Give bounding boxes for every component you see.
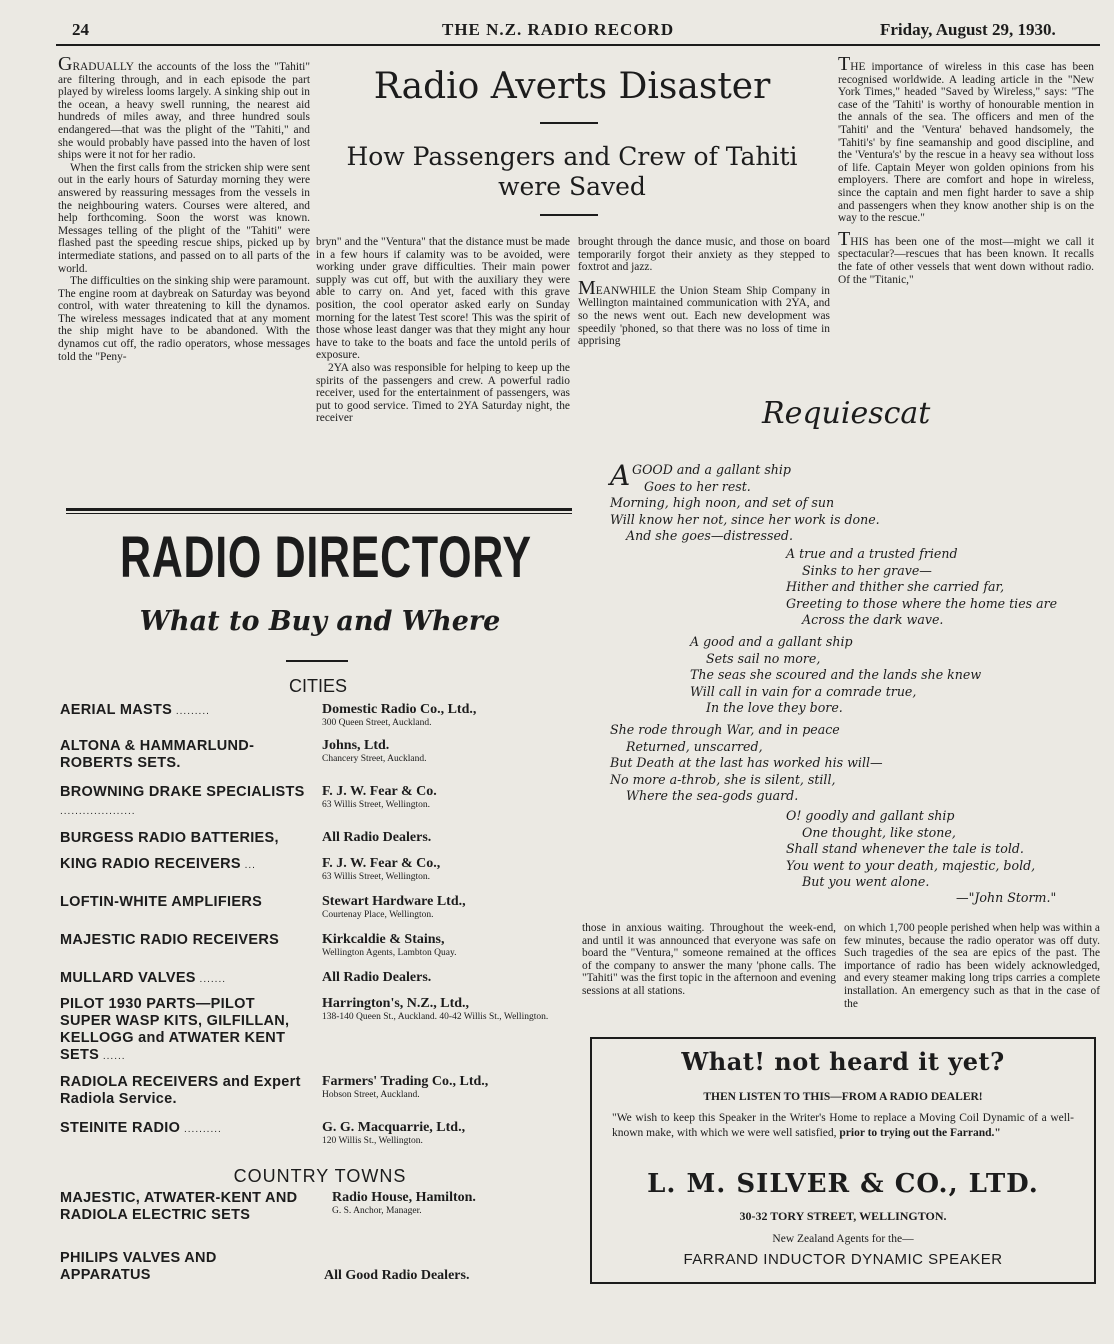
- entry-category: BURGESS RADIO BATTERIES,: [60, 830, 279, 846]
- entry-category: MULLARD VALVES: [60, 970, 196, 986]
- advertisement: [590, 1037, 1096, 1284]
- poem-line: Returned, unscarred,: [610, 738, 763, 754]
- drop-cap: T: [838, 227, 851, 250]
- drop-cap: G: [58, 53, 73, 75]
- entry-firm: Domestic Radio Co., Ltd.,: [322, 702, 477, 717]
- ad-quote: [612, 1111, 1074, 1141]
- feature-column-4: [838, 53, 1094, 286]
- poem-line: You went to your death, majestic, bold,: [786, 857, 1036, 873]
- ad-headline: What! not heard it yet?: [681, 1047, 1005, 1076]
- poem-line: Sets sail no more,: [690, 650, 821, 666]
- poem-line: The seas she scoured and the lands she knew: [690, 667, 982, 683]
- poem-line: She rode through War, and in peace: [610, 722, 840, 737]
- paragraph: RADUALLY the accounts of the loss the "Tahiti" are filtering through, and in each episode the part played by wireless looms largely. A sinking ship out in the ocean, a heavy swell running, the nearest aid hundreds of miles away, and three hundred souls endangered—that was the plight of the "Tahiti," and she would probably have passed into the haven of lost ships were it not for her radio.: [58, 61, 310, 162]
- entry-address: 63 Willis Street, Wellington.: [322, 872, 431, 882]
- poem-line: No more a-throb, she is silent, still,: [610, 771, 836, 787]
- poem-line: Where the sea-gods guard.: [610, 788, 799, 804]
- entry-category: PILOT 1930 PARTS—PILOT SUPER WASP KITS, GILFILLAN, KELLOGG and ATWATER KENT SETS: [60, 996, 290, 1063]
- paragraph: those in anxious waiting. Throughout the week-end, and until it was announced that everyone was safe on board the "Ventura," someone remained at the offices of the company to answer the many 'phone calls. The "Tahiti" was the first topic in the afternoon and evening sessions at all stations.: [582, 922, 836, 997]
- entry-firm: Harrington's, N.Z., Ltd.,: [322, 996, 470, 1011]
- paragraph: The difficulties on the sinking ship were paramount. The engine room at daybreak on Saturday was beyond control, with water threatening to kill the dynamos. The wireless messages indicated that at any moment the ship might have to be abandoned. With the dynamos cut off, the radio operators, whose messages told the "Peny-: [58, 275, 310, 363]
- poem-line: Sinks to her grave—: [786, 562, 932, 578]
- paragraph: HIS has been one of the most—might we call it spectacular?—rescues that has been known. It recalls the fate of other vessels that went down without radio. Of the "Titanic,": [838, 235, 1094, 286]
- drop-cap: M: [578, 276, 596, 299]
- paragraph: bryn" and the "Ventura" that the distance must be made in a few hours if calamity was to be avoided, were working under grave difficulties. Their main power supply was cut off, but with the auxiliary they were able to carry on. And yet, faced with this grave position, the cool operator asked early on Sunday morning for the latest Test score! This was the spirit of those whose least danger was that they might any hour have to take to the boats and face the untold perils of exposure.: [316, 236, 570, 362]
- poem-line: But Death at the last has worked his will—: [610, 755, 883, 771]
- directory-top-rule: [66, 513, 572, 514]
- entry-firm: Farmers' Trading Co., Ltd.,: [322, 1074, 489, 1089]
- feature-column-4-continued: [844, 922, 1100, 1010]
- entry-dots: ....................: [60, 806, 136, 817]
- entry-firm: All Radio Dealers.: [322, 970, 432, 985]
- entry-address: 63 Willis Street, Wellington.: [322, 800, 431, 810]
- feature-column-3: [578, 236, 830, 348]
- entry-category: RADIOLA RECEIVERS and Expert Radiola Service.: [60, 1074, 301, 1107]
- poem-stanza: [786, 808, 1035, 891]
- entry-address: 300 Queen Street, Auckland.: [322, 718, 432, 728]
- paragraph: 2YA also was responsible for helping to keep up the spirits of the passengers and crew. A powerful radio receiver, used for the entertainment of passengers, was put to good service. Timed to 2YA Saturday night, the receiver: [316, 361, 570, 425]
- poem-line: Will know her not, since her work is done.: [610, 511, 880, 527]
- page-number: 24: [72, 20, 89, 39]
- masthead: THE N.Z. RADIO RECORD: [442, 20, 675, 39]
- entry-category: BROWNING DRAKE SPECIALISTS: [60, 784, 305, 800]
- poem-drop-cap: A: [610, 459, 631, 492]
- feature-column-1: [58, 53, 310, 363]
- issue-date: Friday, August 29, 1930.: [880, 20, 1056, 39]
- entry-address: Chancery Street, Auckland.: [322, 754, 427, 764]
- poem-line: Hither and thither she carried far,: [786, 579, 1005, 595]
- entry-firm: Kirkcaldie & Stains,: [322, 932, 445, 947]
- paragraph: HE importance of wireless in this case has been recognised worldwide. A leading article in the "New York Times," headed "Saved by Wireless," says: "The case of the 'Tahiti' is worthy of honourable mention in the annals of the sea. The officers and men of the 'Tahiti' and the 'Ventura' behaved handsomely, the 'Tahiti's' by fine seamanship and good discipline, and the 'Ventura's' by the rescue in a heavy sea without loss of life. Captain Meyer won golden opinions from his employers. There are comfort and hope in wireless, since the captain and men fight harder to save a ship and passengers when they know another ship is on the way to the rescue.": [838, 61, 1094, 225]
- ad-subhead: THEN LISTEN TO THIS—FROM A RADIO DEALER!: [703, 1091, 983, 1103]
- paragraph: brought through the dance music, and those on board temporarily forgot their anxiety as they stepped to foxtrot and jazz.: [578, 236, 830, 274]
- entry-firm: F. J. W. Fear & Co.,: [322, 856, 441, 871]
- country-towns-heading: COUNTRY TOWNS: [233, 1166, 407, 1186]
- entry-firm: F. J. W. Fear & Co.: [322, 784, 437, 799]
- headline-rule: [540, 122, 598, 124]
- feature-column-3-continued: [582, 922, 836, 998]
- directory-rule: [286, 660, 348, 662]
- entry-address: Hobson Street, Auckland.: [322, 1090, 420, 1100]
- entry-address: G. S. Anchor, Manager.: [332, 1206, 422, 1216]
- entry-category: STEINITE RADIO: [60, 1120, 181, 1136]
- entry-firm: Stewart Hardware Ltd.,: [322, 894, 466, 909]
- entry-address: 120 Willis St., Wellington.: [322, 1136, 423, 1146]
- directory-subtitle: What to Buy and Where: [139, 606, 501, 637]
- paragraph: When the first calls from the stricken ship were sent out in the early hours of Saturday morning they were answered by reassuring messages from the vessels in the neighbouring waters. Courses were altered, and help forthcoming. Soon the worst was known. Messages telling of the plight of the "Tahiti" were flashed past the speeding rescue ships, picked up by intermediate stations, and passed on to all parts of the world.: [58, 161, 310, 275]
- entry-firm: Johns, Ltd.: [322, 738, 390, 753]
- poem-stanza: [786, 546, 1057, 629]
- entry-firm: G. G. Macquarrie, Ltd.,: [322, 1120, 466, 1135]
- ad-product: FARRAND INDUCTOR DYNAMIC SPEAKER: [683, 1251, 1003, 1268]
- poem-line: GOOD and a gallant ship: [628, 462, 791, 477]
- entry-category: MAJESTIC RADIO RECEIVERS: [60, 932, 280, 948]
- entry-category: KING RADIO RECEIVERS: [60, 856, 241, 872]
- poem-line: Goes to her rest.: [628, 478, 751, 494]
- poem-line: Across the dark wave.: [786, 612, 944, 628]
- paragraph: EANWHILE the Union Steam Ship Company in Wellington maintained communication with 2YA, and so the news went out. Each new development was speedily 'phoned, so that there was no loss of time in apprising: [578, 284, 830, 348]
- entry-firm: All Good Radio Dealers.: [324, 1268, 470, 1283]
- entry-dots: ...: [240, 860, 256, 871]
- entry-category: LOFTIN-WHITE AMPLIFIERS: [60, 894, 263, 910]
- entry-dots: ..........: [180, 1124, 222, 1135]
- poem-line: But you went alone.: [786, 874, 930, 890]
- drop-cap: T: [838, 53, 851, 75]
- poem-line: Morning, high noon, and set of sun: [610, 495, 835, 511]
- poem-line: A true and a trusted friend: [786, 546, 958, 561]
- directory-title: RADIO DIRECTORY: [120, 525, 532, 590]
- poem-line: One thought, like stone,: [786, 824, 956, 840]
- poem-stanza: [610, 722, 883, 805]
- subheadline-rule: [540, 214, 598, 216]
- poem-line: Greeting to those where the home ties are: [786, 595, 1058, 611]
- ad-company: L. M. SILVER & CO., LTD.: [647, 1169, 1039, 1199]
- entry-address: Courtenay Place, Wellington.: [322, 910, 434, 920]
- ad-address: 30-32 TORY STREET, WELLINGTON.: [739, 1209, 947, 1223]
- poem-line: In the love they bore.: [690, 700, 843, 716]
- poem-line: A good and a gallant ship: [690, 634, 853, 649]
- entry-address: Wellington Agents, Lambton Quay.: [322, 948, 457, 958]
- poem-title: Requiescat: [762, 396, 931, 431]
- poem-line: And she goes—distressed.: [610, 528, 793, 544]
- poem-line: Will call in vain for a comrade true,: [690, 683, 917, 699]
- entry-category: PHILIPS VALVES AND APPARATUS: [60, 1250, 217, 1283]
- entry-dots: ......: [99, 1051, 126, 1062]
- entry-category: AERIAL MASTS: [60, 702, 173, 718]
- entry-category: MAJESTIC, ATWATER-KENT AND RADIOLA ELECTRIC SETS: [60, 1190, 298, 1223]
- entry-category: ALTONA & HAMMARLUND-ROBERTS SETS.: [60, 738, 255, 771]
- poem-stanza: [690, 634, 981, 717]
- ad-quote-emphasis: prior to trying out the Farrand.": [836, 1127, 1001, 1139]
- ad-quote-text: "We wish to keep this Speaker in the Writer's Home to replace a Moving Coil Dynamic of a well-known make, with which we were well satisfied,: [612, 1112, 1074, 1139]
- poem-line: O! goodly and gallant ship: [786, 808, 955, 823]
- directory-top-rule: [66, 508, 572, 511]
- entry-dots: .......: [195, 974, 227, 985]
- header-rule: [56, 44, 1100, 46]
- paragraph: on which 1,700 people perished when help was within a few minutes, because the radio operator was off duty. Such tragedies of the sea are epics of the past. The importance of radio has been widely acknowledged, and every steamer making long trips carries a complete installation. An emergency such as that in the case of the: [844, 922, 1100, 1010]
- cities-heading: CITIES: [288, 676, 347, 696]
- entry-firm: Radio House, Hamilton.: [332, 1190, 476, 1205]
- entry-address: 138-140 Queen St., Auckland. 40-42 Willis St., Wellington.: [322, 1012, 549, 1022]
- subheadline: How Passengers and Crew of Tahiti were Saved: [346, 142, 798, 201]
- headline: Radio Averts Disaster: [373, 66, 771, 107]
- ad-agents: New Zealand Agents for the—: [772, 1233, 914, 1245]
- entry-dots: .........: [172, 706, 210, 717]
- poem-stanza: [610, 459, 880, 545]
- entry-firm: All Radio Dealers.: [322, 830, 432, 845]
- poem-line: Shall stand whenever the tale is told.: [786, 841, 1024, 857]
- poem-author: —"John Storm.": [956, 890, 1057, 905]
- feature-column-2: [316, 236, 570, 425]
